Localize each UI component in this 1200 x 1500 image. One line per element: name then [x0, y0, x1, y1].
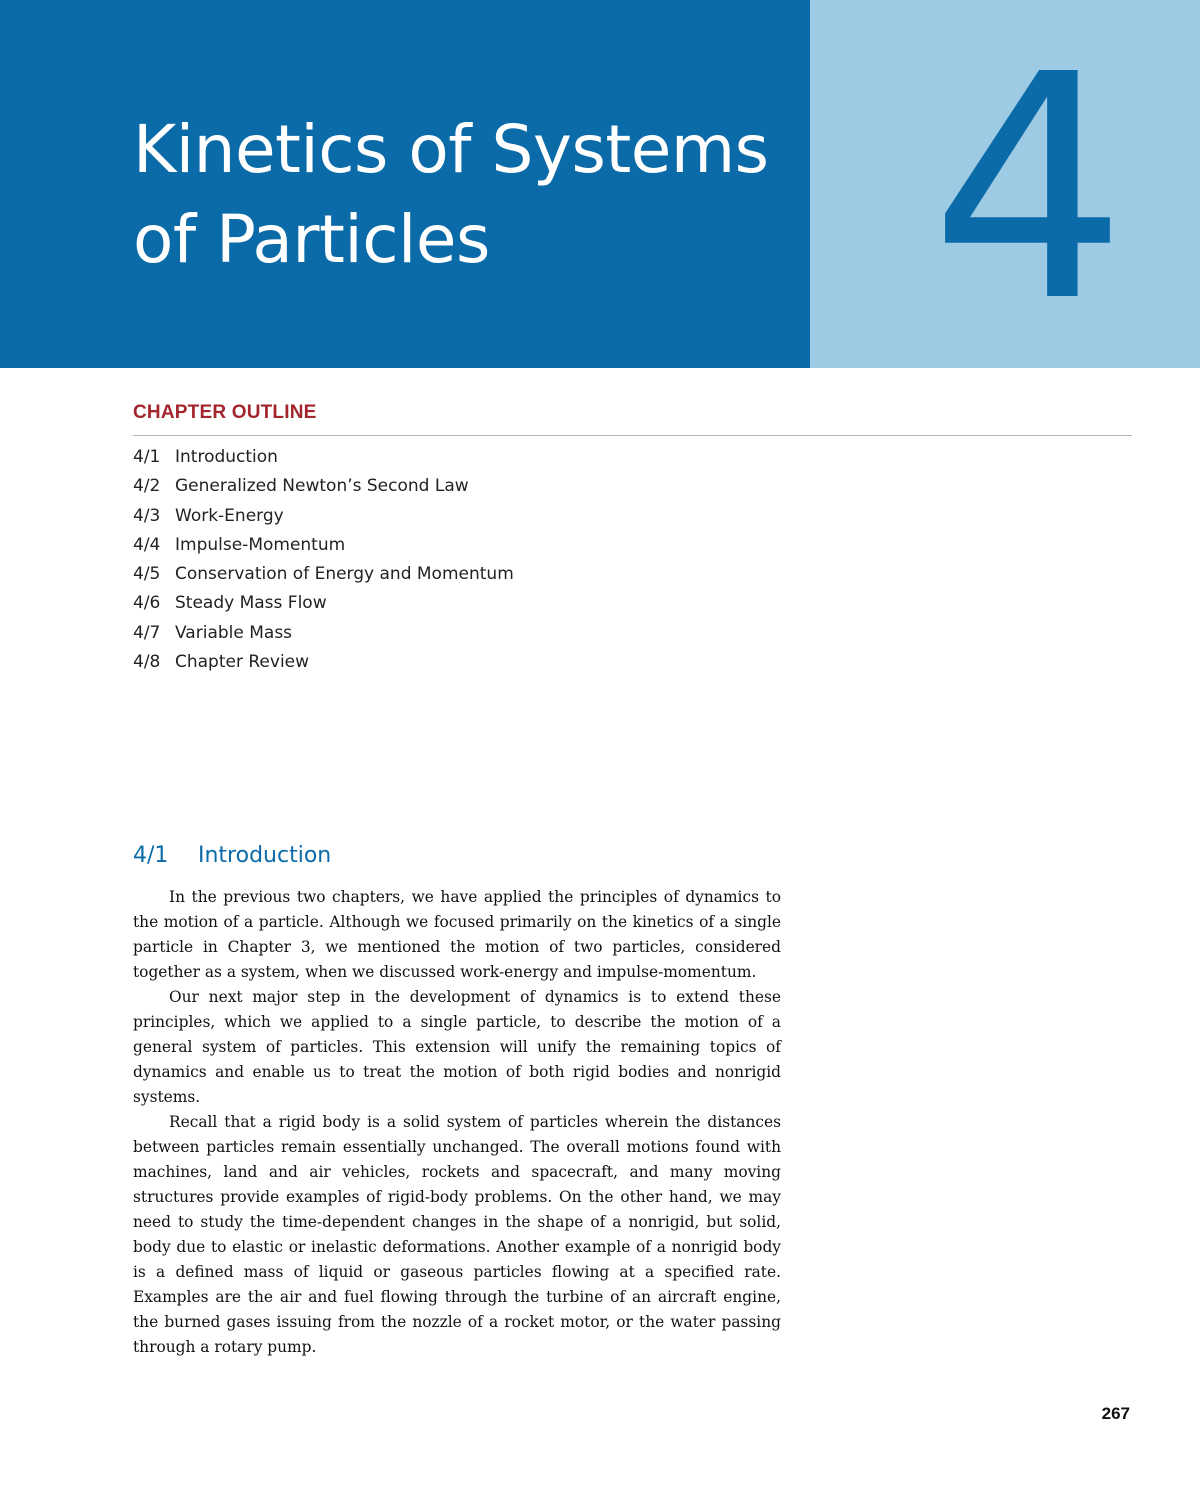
- section-body: [133, 885, 781, 1360]
- page-number: 267: [1101, 1404, 1130, 1423]
- outline-item-number: 4/5: [133, 564, 161, 585]
- body-paragraph: Recall that a rigid body is a solid system of particles wherein the distances between particles remain essentially unchanged. The overall motions found with machines, land and air vehicles, rockets and spacecraft, and many moving structures provide examples of rigid-body problems. On the other hand, we may need to study the time-dependent changes in the shape of a nonrigid, but solid, body due to elastic or inelastic deformations. Another example of a nonrigid body is a defined mass of liquid or gaseous particles flowing at a specified rate. Examples are the air and fuel flowing through the turbine of an aircraft engine, the burned gases issuing from the nozzle of a rocket motor, or the water passing through a rotary pump.: [133, 1113, 781, 1356]
- chapter-title-line-2: of Particles: [133, 201, 490, 278]
- chapter-outline-list: [133, 445, 514, 679]
- outline-item-label: Generalized Newton’s Second Law: [175, 476, 469, 497]
- outline-item: [133, 591, 514, 620]
- outline-item-number: 4/2: [133, 476, 161, 497]
- outline-item-label: Work-Energy: [175, 505, 284, 526]
- outline-item-number: 4/8: [133, 652, 161, 673]
- outline-item: [133, 533, 514, 562]
- outline-item: [133, 445, 514, 474]
- section-title: Introduction: [198, 843, 332, 868]
- outline-item-number: 4/3: [133, 505, 161, 526]
- outline-item: [133, 504, 514, 533]
- outline-item-number: 4/1: [133, 447, 161, 467]
- outline-item: [133, 474, 514, 503]
- outline-item-number: 4/6: [133, 593, 161, 614]
- chapter-title: [133, 105, 769, 285]
- body-paragraph: In the previous two chapters, we have applied the principles of dynamics to the motion of a particle. Although we focused primarily on the kinetics of a single particle in Chapter 3, we mentioned the motion of two particles, considered together as a system, when we discussed work-energy and impulse-momentum.: [133, 888, 781, 981]
- section-number: 4/1: [133, 843, 169, 868]
- section-heading: [133, 843, 331, 868]
- outline-item-label: Chapter Review: [175, 652, 310, 673]
- outline-item: [133, 621, 514, 650]
- outline-item: [133, 650, 514, 679]
- outline-item-label: Steady Mass Flow: [175, 593, 327, 614]
- chapter-number: 4: [930, 9, 1128, 370]
- outline-item-label: Variable Mass: [175, 622, 293, 643]
- chapter-header-band: [0, 0, 810, 368]
- outline-item-number: 4/7: [133, 622, 161, 643]
- body-paragraph: Our next major step in the development of dynamics is to extend these principles, which we applied to a single particle, to describe the motion of a general system of particles. This extension will unify the remaining topics of dynamics and enable us to treat the motion of both rigid bodies and nonrigid systems.: [133, 988, 781, 1106]
- outline-item-number: 4/4: [133, 534, 161, 555]
- chapter-title-line-1: Kinetics of Systems: [133, 111, 769, 188]
- outline-item: [133, 562, 514, 591]
- outline-item-label: Introduction: [175, 447, 278, 467]
- chapter-outline-heading: CHAPTER OUTLINE: [133, 402, 317, 423]
- outline-item-label: Conservation of Energy and Momentum: [175, 564, 514, 585]
- outline-item-label: Impulse-Momentum: [175, 534, 346, 555]
- outline-divider: [133, 435, 1132, 436]
